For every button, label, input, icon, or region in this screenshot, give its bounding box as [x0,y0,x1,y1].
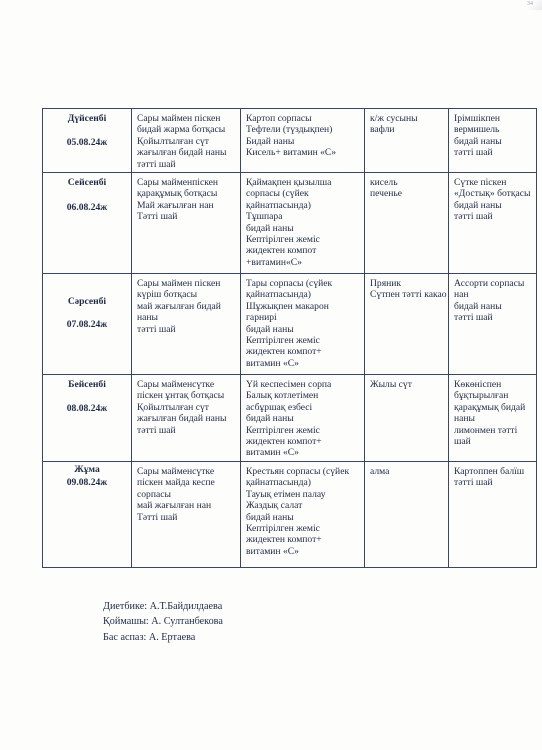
dinner-cell [449,274,537,375]
meal-line: Қаймақпен қызылша [246,177,332,189]
meal-line: піскен майда кеспе [137,477,215,489]
breakfast-cell [132,375,241,462]
snack-cell [365,375,449,462]
menu-row-thursday [43,375,537,462]
meal-line: наны [137,312,158,324]
menu-row-wednesday [43,274,537,375]
day-cell [43,109,132,173]
meal-line: Көкөніспен [454,379,502,391]
breakfast-cell [132,274,241,375]
meal-line: Ассорти сорпасы [454,278,525,290]
meal-line: Тәтті шай [137,511,178,523]
meal-line: бидай жарма ботқасы [137,124,226,136]
meal-line: бидай наны [246,511,294,523]
signatures-block [103,599,223,645]
meal-line: асбұршақ езбесі [246,401,313,413]
meal-line: печенье [370,188,403,200]
breakfast-cell [132,173,241,274]
meal-line: тәтті шай [454,211,493,223]
day-cell [43,274,132,375]
meal-line: Ірімшікпен [454,113,500,124]
meal-line: күріш ботқасы [137,289,198,301]
meal-line: бидай наны [454,199,502,211]
day-name: Жұма [74,464,100,476]
meal-line: бидай наны [246,413,294,425]
meal-line: піскен ұнтақ ботқасы [137,390,225,402]
meal-line: жағылған бидай наны [137,147,227,159]
meal-line: Шұжықпен макарон [246,300,329,312]
meal-line: Балық котлетімен [246,390,319,402]
day-name: Дүйсенбі [67,113,107,124]
dietitian-signature: Диетбике: А.Т.Байдилдаева [103,601,223,612]
meal-line: Қойылтылған сүт [137,135,209,147]
lunch-cell [241,274,365,375]
meal-line: гарнирі [246,312,277,324]
meal-line: к/ж сусыны [370,113,418,124]
lunch-cell [241,109,365,173]
day-name: Сәрсенбі [67,296,107,308]
meal-line: Сары майменсүтке [137,466,215,478]
dinner-cell [449,375,537,462]
meal-line: шай [454,436,471,448]
storekeeper-signature: Қоймашы: А. Султанбекова [103,616,223,628]
day-cell [43,462,132,568]
meal-line: қарақұмық ботқасы [137,188,218,200]
meal-line: Кептірілген жеміс [246,523,320,535]
meal-line: алма [370,466,390,478]
lunch-cell [241,375,365,462]
meal-line: тәтті шай [454,312,493,324]
meal-line: қайнатпасында) [246,477,311,489]
meal-line: Картоппен балїш [454,466,525,478]
day-cell [43,173,132,274]
breakfast-cell [132,462,241,568]
meal-line: кисель [370,177,398,189]
meal-line: Тауық етімен палау [246,488,326,500]
meal-line: бидай наны [454,135,502,147]
lunch-cell [241,462,365,568]
meal-line: витамин «С» [246,545,299,557]
meal-line: нан [454,289,469,301]
meal-line: Бидай наны [246,135,295,147]
meal-line: қайнатпасында) [246,199,311,211]
meal-line: жағылған бидай наны [137,413,227,425]
meal-line: Сүтке піскен [454,177,507,189]
meal-line: жидектен компот+ [246,346,322,358]
day-date: 06.08.24ж [66,202,108,214]
weekly-menu-table [42,108,537,568]
meal-line: Сары майменсүтке [137,379,215,391]
meal-line: витамин «С» [246,357,299,369]
snack-cell [365,462,449,568]
meal-line: лимонмен тәтті [454,424,518,436]
corner-mark: 34 [527,1,533,7]
meal-line: витамин «С» [246,447,299,459]
meal-line: Сары маймен піскен [137,113,221,124]
meal-line: Үй кеспесімен сорпа [246,379,332,391]
meal-line: жидектен компот [246,245,317,257]
meal-line: тәтті шай [137,323,176,335]
meal-line: сорпасы (сүйек [246,188,309,200]
meal-line: тәтті шай [454,147,493,159]
breakfast-cell [132,109,241,173]
meal-line: бұқтырылған [454,390,509,402]
day-name: Сейсенбі [67,177,107,189]
menu-row-tuesday [43,173,537,274]
day-cell [43,375,132,462]
snack-cell [365,274,449,375]
dinner-cell [449,173,537,274]
meal-line: бидай наны [246,222,294,234]
meal-line: тәтті шай [137,424,176,436]
meal-line: Кептірілген жеміс [246,234,320,246]
meal-line: Қойылтылған сүт [137,401,209,413]
day-date: 08.08.24ж [66,403,108,415]
meal-line: Кисель+ витамин «С» [246,147,337,159]
meal-line: бидай наны [454,300,502,312]
meal-line: Картоп сорпасы [246,113,312,124]
meal-line: +витамин«С» [246,256,302,268]
meal-line: Кептірілген жеміс [246,424,320,436]
meal-line: май жағылған нан [137,500,212,512]
meal-line: жидектен компот+ [246,534,322,546]
snack-cell [365,173,449,274]
dinner-cell [449,109,537,173]
meal-line: Жылы сүт [370,379,412,391]
meal-line: қайнатпасында) [246,289,311,301]
chef-signature: Бас аспаз: А. Ертаева [103,631,196,643]
meal-line: бидай наны [246,323,294,335]
meal-line: тәтті шай [137,158,176,170]
meal-line: сорпасы [137,488,171,500]
meal-line: тәтті шай [454,477,493,489]
meal-line: вермишель [454,124,500,136]
meal-line: Пряник [370,278,402,290]
menu-row-friday [43,462,537,568]
meal-line: Май жағылған нан [137,199,214,211]
meal-line: Сүтпен тәтті какао [370,289,447,301]
meal-line: Тары сорпасы (сүйек [246,278,333,290]
meal-line: Крестьян сорпасы (сүйек [246,466,350,478]
meal-line: Кептірілген жеміс [246,335,320,347]
snack-cell [365,109,449,173]
meal-line: Тұшпара [246,211,283,223]
dinner-cell [449,462,537,568]
meal-line: жидектен компот+ [246,436,322,448]
day-date: 09.08.24ж [66,477,108,489]
menu-row-monday [43,109,537,173]
day-name: Бейсенбі [68,379,106,391]
lunch-cell [241,173,365,274]
meal-line: Тәтті шай [137,211,178,223]
meal-line: Тефтели (түздықпен) [246,124,333,136]
day-date: 05.08.24ж [66,137,108,149]
meal-line: «Достық» ботқасы [454,188,531,200]
meal-line: Жаздық салат [246,500,303,512]
meal-line: вафли [370,124,395,136]
meal-line: Сары майменпіскен [137,177,219,189]
meal-line: май жағылған бидай [137,300,221,312]
day-date: 07.08.24ж [66,319,108,331]
meal-line: қарақұмық бидай наны [454,401,526,425]
meal-line: Сары маймен піскен [137,278,221,290]
